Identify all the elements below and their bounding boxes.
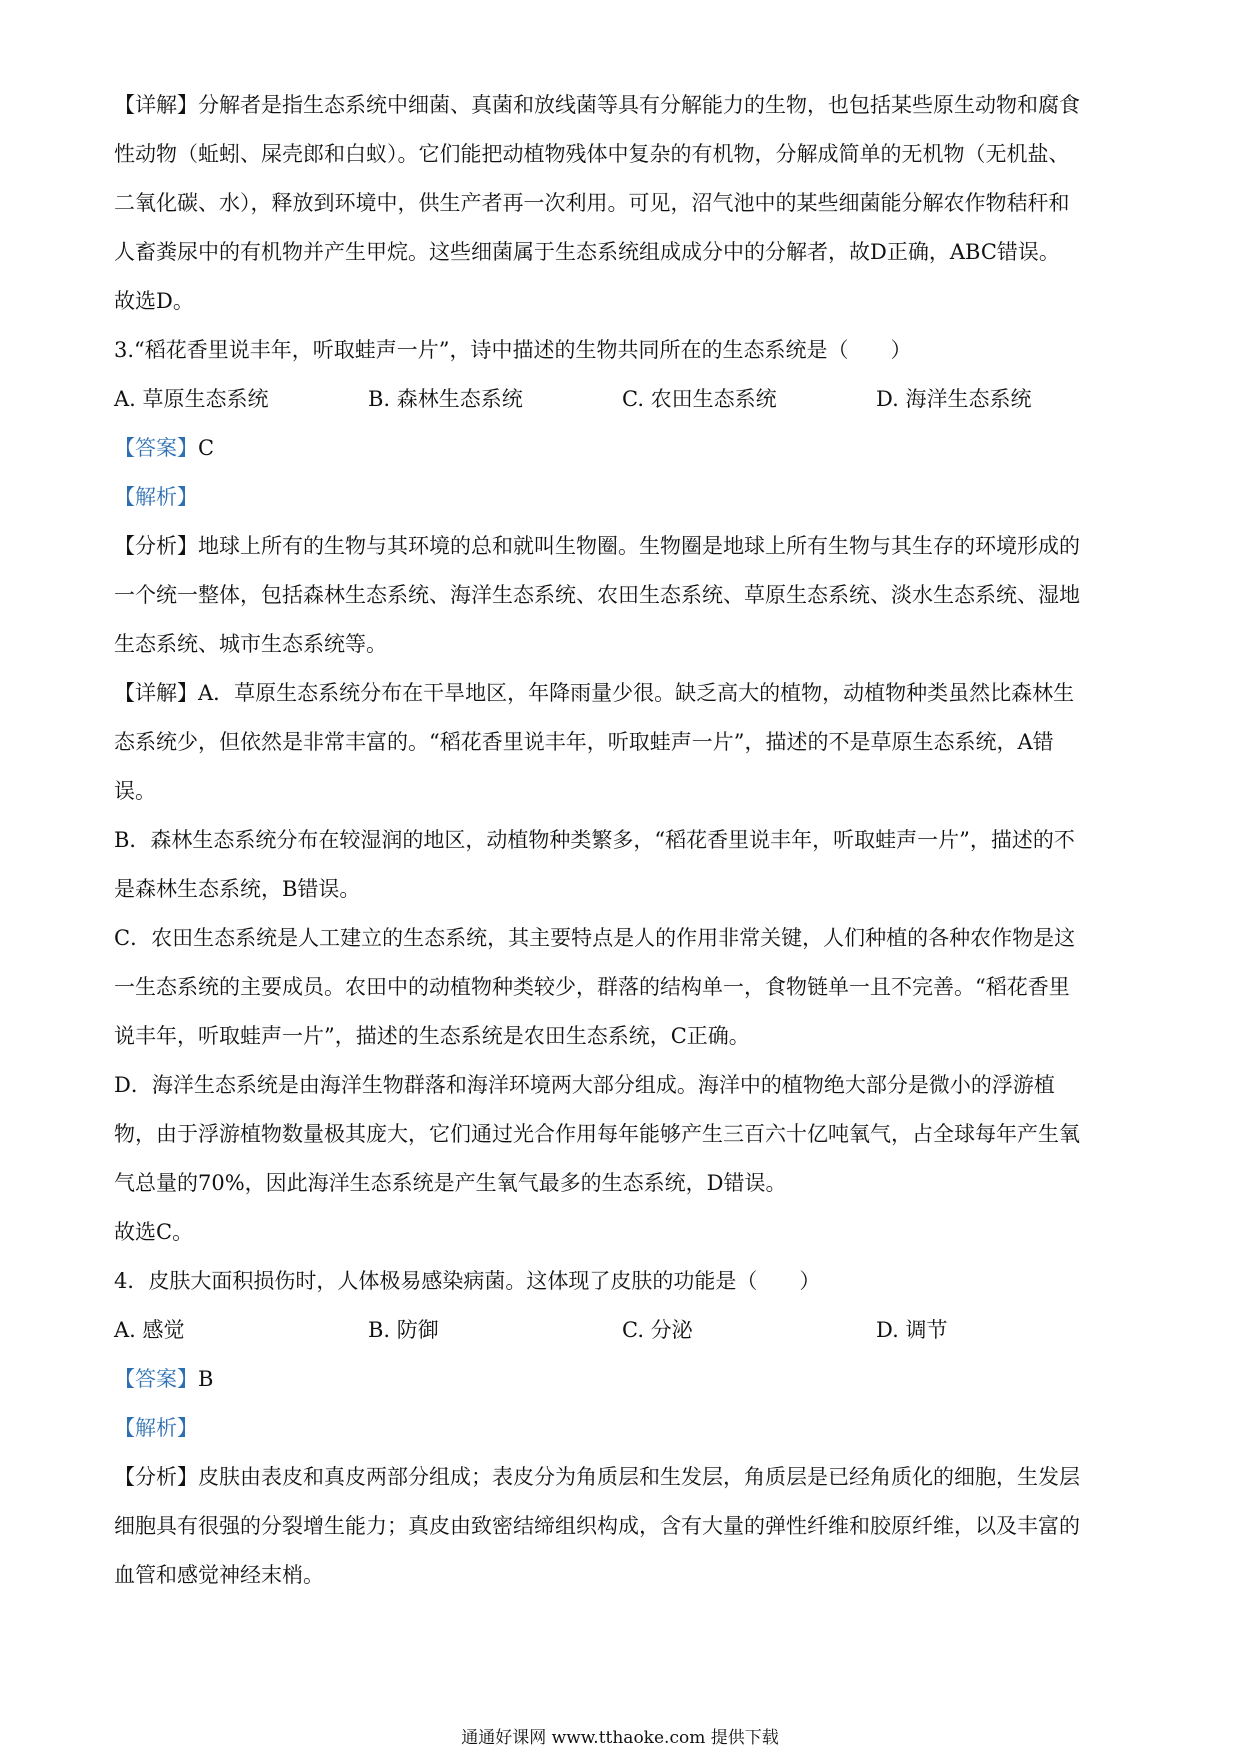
q4-analysis-tag: 【解析】 <box>114 1416 198 1440</box>
q3-detail-line-9: D．海洋生态系统是由海洋生物群落和海洋环境两大部分组成。海洋中的植物绝大部分是微小的浮游植 <box>114 1073 1055 1097</box>
q2-detail-line-3: 二氧化碳、水），释放到环境中，供生产者再一次利用。可见，沼气池中的某些细菌能分解农作物秸秆和 <box>114 191 1070 215</box>
q4-option-b: B. 防御 <box>368 1318 439 1342</box>
q3-option-b: B. 森林生态系统 <box>368 387 523 411</box>
detail-tag: 【详解】 <box>114 93 198 117</box>
q3-analysis-tag: 【解析】 <box>114 485 198 509</box>
analysis-head: 【分析】 <box>114 534 198 558</box>
q4-option-a: A. 感觉 <box>114 1318 185 1342</box>
q4-answer <box>114 1364 1130 1394</box>
q3-stem: 3.“稻花香里说丰年，听取蛙声一片”，诗中描述的生物共同所在的生态系统是（ ） <box>114 338 912 362</box>
detail-tag: 【详解】 <box>114 681 198 705</box>
q3-conclusion: 故选C。 <box>114 1220 194 1244</box>
answer-value: C <box>198 436 215 460</box>
q4-stem: 4．皮肤大面积损伤时，人体极易感染病菌。这体现了皮肤的功能是（ ） <box>114 1269 821 1293</box>
q2-detail-line-1: 【详解】分解者是指生态系统中细菌、真菌和放线菌等具有分解能力的生物，也包括某些原生动物和腐食 <box>114 93 1080 117</box>
q4-analysis-line-1: 【分析】皮肤由表皮和真皮两部分组成；表皮分为角质层和生发层，角质层是已经角质化的细胞，生发层 <box>114 1465 1080 1489</box>
answer-value: B <box>198 1367 214 1391</box>
q3-answer <box>114 433 1130 463</box>
q4-option-d: D. 调节 <box>876 1318 948 1342</box>
q3-analysis-line-1: 【分析】地球上所有的生物与其环境的总和就叫生物圈。生物圈是地球上所有生物与其生存的环境形成的 <box>114 534 1080 558</box>
q3-analysis-line-2: 一个统一整体，包括森林生态系统、海洋生态系统、农田生态系统、草原生态系统、淡水生态系统、湿地 <box>114 583 1080 607</box>
q3-option-a: A. 草原生态系统 <box>114 387 269 411</box>
q3-detail-line-4: B．森林生态系统分布在较湿润的地区，动植物种类繁多，“稻花香里说丰年，听取蛙声一片”，描述的不 <box>114 828 1075 852</box>
q3-detail-line-7: 一生态系统的主要成员。农田中的动植物种类较少，群落的结构单一，食物链单一且不完善。“稻花香里 <box>114 975 1070 999</box>
page-footer: 通通好课网 www.tthaoke.com 提供下载 <box>461 1728 779 1748</box>
q3-detail-line-11: 气总量的70%，因此海洋生态系统是产生氧气最多的生态系统，D错误。 <box>114 1171 787 1195</box>
answer-tag: 【答案】 <box>114 436 198 460</box>
q4-analysis-line-2: 细胞具有很强的分裂增生能力；真皮由致密结缔组织构成，含有大量的弹性纤维和胶原纤维，以及丰富的 <box>114 1514 1080 1538</box>
q2-detail-line-2: 性动物（蚯蚓、屎壳郎和白蚁）。它们能把动植物残体中复杂的有机物，分解成简单的无机物（无机盐、 <box>114 142 1070 166</box>
q3-analysis-line-3: 生态系统、城市生态系统等。 <box>114 632 387 656</box>
q3-detail-line-1: 【详解】A．草原生态系统分布在干旱地区，年降雨量少很。缺乏高大的植物，动植物种类虽然比森林生 <box>114 681 1075 705</box>
q3-detail-line-10: 物，由于浮游植物数量极其庞大，它们通过光合作用每年能够产生三百六十亿吨氧气，占全球每年产生氧 <box>114 1122 1080 1146</box>
answer-tag: 【答案】 <box>114 1367 198 1391</box>
q4-option-c: C. 分泌 <box>622 1318 693 1342</box>
q3-detail-line-2: 态系统少，但依然是非常丰富的。“稻花香里说丰年，听取蛙声一片”，描述的不是草原生态系统，A错 <box>114 730 1054 754</box>
q3-option-c: C. 农田生态系统 <box>622 387 777 411</box>
q3-detail-line-8: 说丰年，听取蛙声一片”，描述的生态系统是农田生态系统，C正确。 <box>114 1024 750 1048</box>
q3-option-d: D. 海洋生态系统 <box>876 387 1032 411</box>
analysis-head: 【分析】 <box>114 1465 198 1489</box>
q3-detail-line-6: C．农田生态系统是人工建立的生态系统，其主要特点是人的作用非常关键，人们种植的各种农作物是这 <box>114 926 1076 950</box>
q3-detail-line-3: 误。 <box>114 779 156 803</box>
q2-conclusion: 故选D。 <box>114 289 194 313</box>
q3-detail-line-5: 是森林生态系统，B错误。 <box>114 877 361 901</box>
q2-detail-line-4: 人畜粪尿中的有机物并产生甲烷。这些细菌属于生态系统组成成分中的分解者，故D正确，ABC错误。 <box>114 240 1060 264</box>
q4-analysis-line-3: 血管和感觉神经末梢。 <box>114 1563 324 1587</box>
